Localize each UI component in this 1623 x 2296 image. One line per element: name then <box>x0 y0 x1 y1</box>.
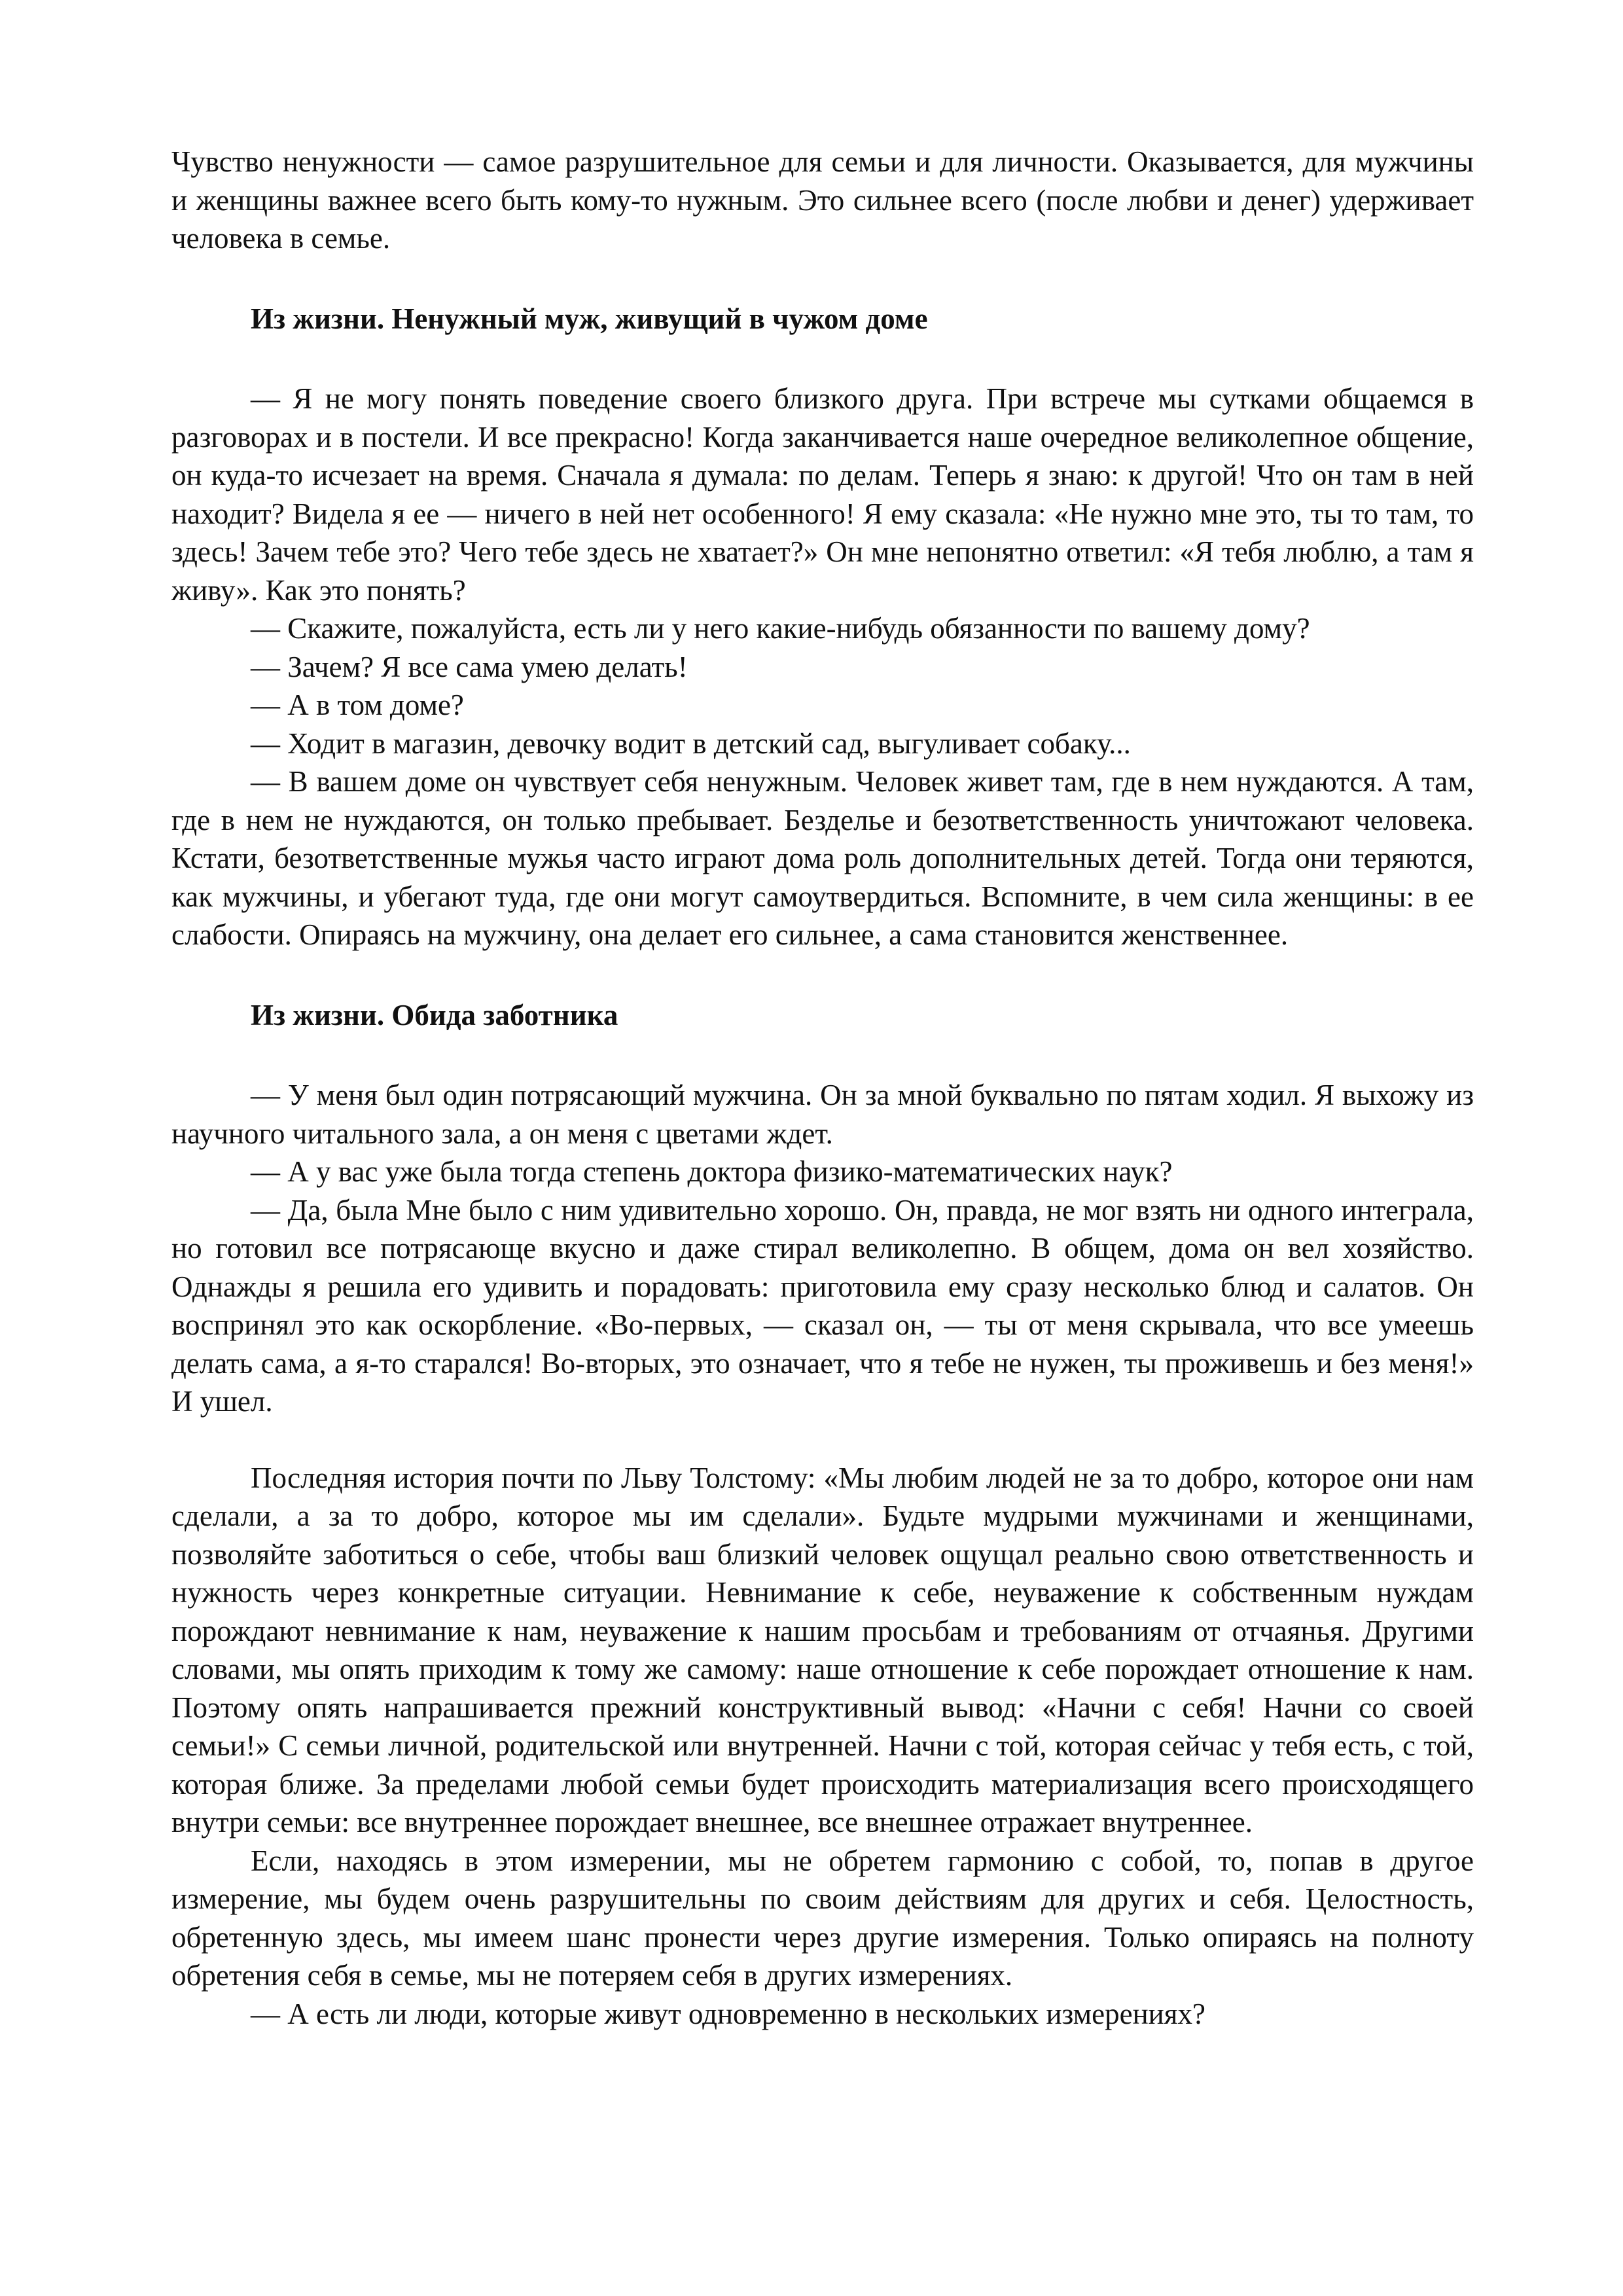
dialogue-paragraph: — Зачем? Я все сама умею делать! <box>251 650 688 683</box>
intro-paragraph: Чувство ненужности — самое разрушительное для семьи и для личности. Оказывается, для мужчины и женщины важнее всего быть кому-то нужным. Это сильнее всего (после любви и денег) удерживает человека в семье. <box>171 145 1474 255</box>
body-paragraph: Если, находясь в этом измерении, мы не обретем гармонию с собой, то, попав в другое измерение, мы будем очень разрушительны по своим действиям для других и себя. Целостность, обретенную здесь, мы имеем шанс пронести через другие измерения. Только опираясь на полноту обретения себя в семье, мы не потеряем себя в других измерениях. <box>171 1844 1474 1992</box>
dialogue-paragraph: — В вашем доме он чувствует себя ненужным. Человек живет там, где в нем нуждаются. А там, где в нем не нуждаются, он только пребывает. Безделье и безответственность уничтожают человека. Кстати, безответственные мужья часто играют дома роль дополнительных детей. Тогда они теряются, как мужчины, и убегают туда, где они могут самоутвердиться. Вспомните, в чем сила женщины: в ее слабости. Опираясь на мужчину, она делает его сильнее, а сама становится женственнее. <box>171 765 1474 951</box>
dialogue-paragraph: — Да, была Мне было с ним удивительно хорошо. Он, правда, не мог взять ни одного интеграла, но готовил все потрясающе вкусно и даже стирал великолепно. В общем, дома он вел хозяйство. Однажды я решила его удивить и порадовать: приготовила ему сразу несколько блюд и салатов. Он воспринял это как оскорбление. «Во-первых, — сказал он, — ты от меня скрывала, что все умеешь делать сама, а я-то старался! Во-вторых, это означает, что я тебе не нужен, ты проживешь и без меня!» И ушел. <box>171 1193 1474 1418</box>
dialogue-paragraph: — Скажите, пожалуйста, есть ли у него какие-нибудь обязанности по вашему дому? <box>251 612 1310 645</box>
body-paragraph: Последняя история почти по Льву Толстому: «Мы любим людей не за то добро, которое они нам сделали, а за то добро, которое мы им сделали». Будьте мудрыми мужчинами и женщинами, позволяйте заботиться о себе, чтобы ваш близкий человек ощущал реально свою ответственность и нужность через конкретные ситуации. Невнимание к себе, неуважение к собственным нуждам порождают невнимание к нам, неуважение к нашим просьбам и требованиям от отчаянья. Другими словами, мы опять приходим к тому же самому: наше отношение к себе порождает отношение к нам. Поэтому опять напрашивается прежний конструктивный вывод: «Начни с себя! Начни со своей семьи!» С семьи личной, родительской или внутренней. Начни с той, которая сейчас у тебя есть, с той, которая ближе. За пределами любой семьи будет происходить материализация всего происходящего внутри семьи: все внутреннее порождает внешнее, все внешнее отражает внутреннее. <box>171 1461 1474 1839</box>
section-heading-1: Из жизни. Ненужный муж, живущий в чужом доме <box>251 302 928 335</box>
dialogue-paragraph: — Я не могу понять поведение своего близкого друга. При встрече мы сутками общаемся в разговорах и в постели. И все прекрасно! Когда заканчивается наше очередное великолепное общение, он куда-то исчезает на время. Сначала я думала: по делам. Теперь я знаю: к другой! Что он там в ней находит? Видела я ее — ничего в ней нет особенного! Я ему сказала: «Не нужно мне это, ты то там, то здесь! Зачем тебе это? Чего тебе здесь не хватает?» Он мне непонятно ответил: «Я тебя люблю, а там я живу». Как это понять? <box>171 382 1474 607</box>
dialogue-paragraph: — Ходит в магазин, девочку водит в детский сад, выгуливает собаку... <box>251 726 1131 760</box>
document-body <box>171 143 1474 2033</box>
dialogue-paragraph: — А у вас уже была тогда степень доктора физико-математических наук? <box>251 1155 1173 1188</box>
dialogue-paragraph: — А есть ли люди, которые живут одновременно в нескольких измерениях? <box>251 1997 1205 2030</box>
dialogue-paragraph: — У меня был один потрясающий мужчина. Он за мной буквально по пятам ходил. Я выхожу из научного читального зала, а он меня с цветами ждет. <box>171 1079 1474 1150</box>
section-heading-2: Из жизни. Обида заботника <box>251 998 618 1031</box>
dialogue-paragraph: — А в том доме? <box>251 689 464 721</box>
